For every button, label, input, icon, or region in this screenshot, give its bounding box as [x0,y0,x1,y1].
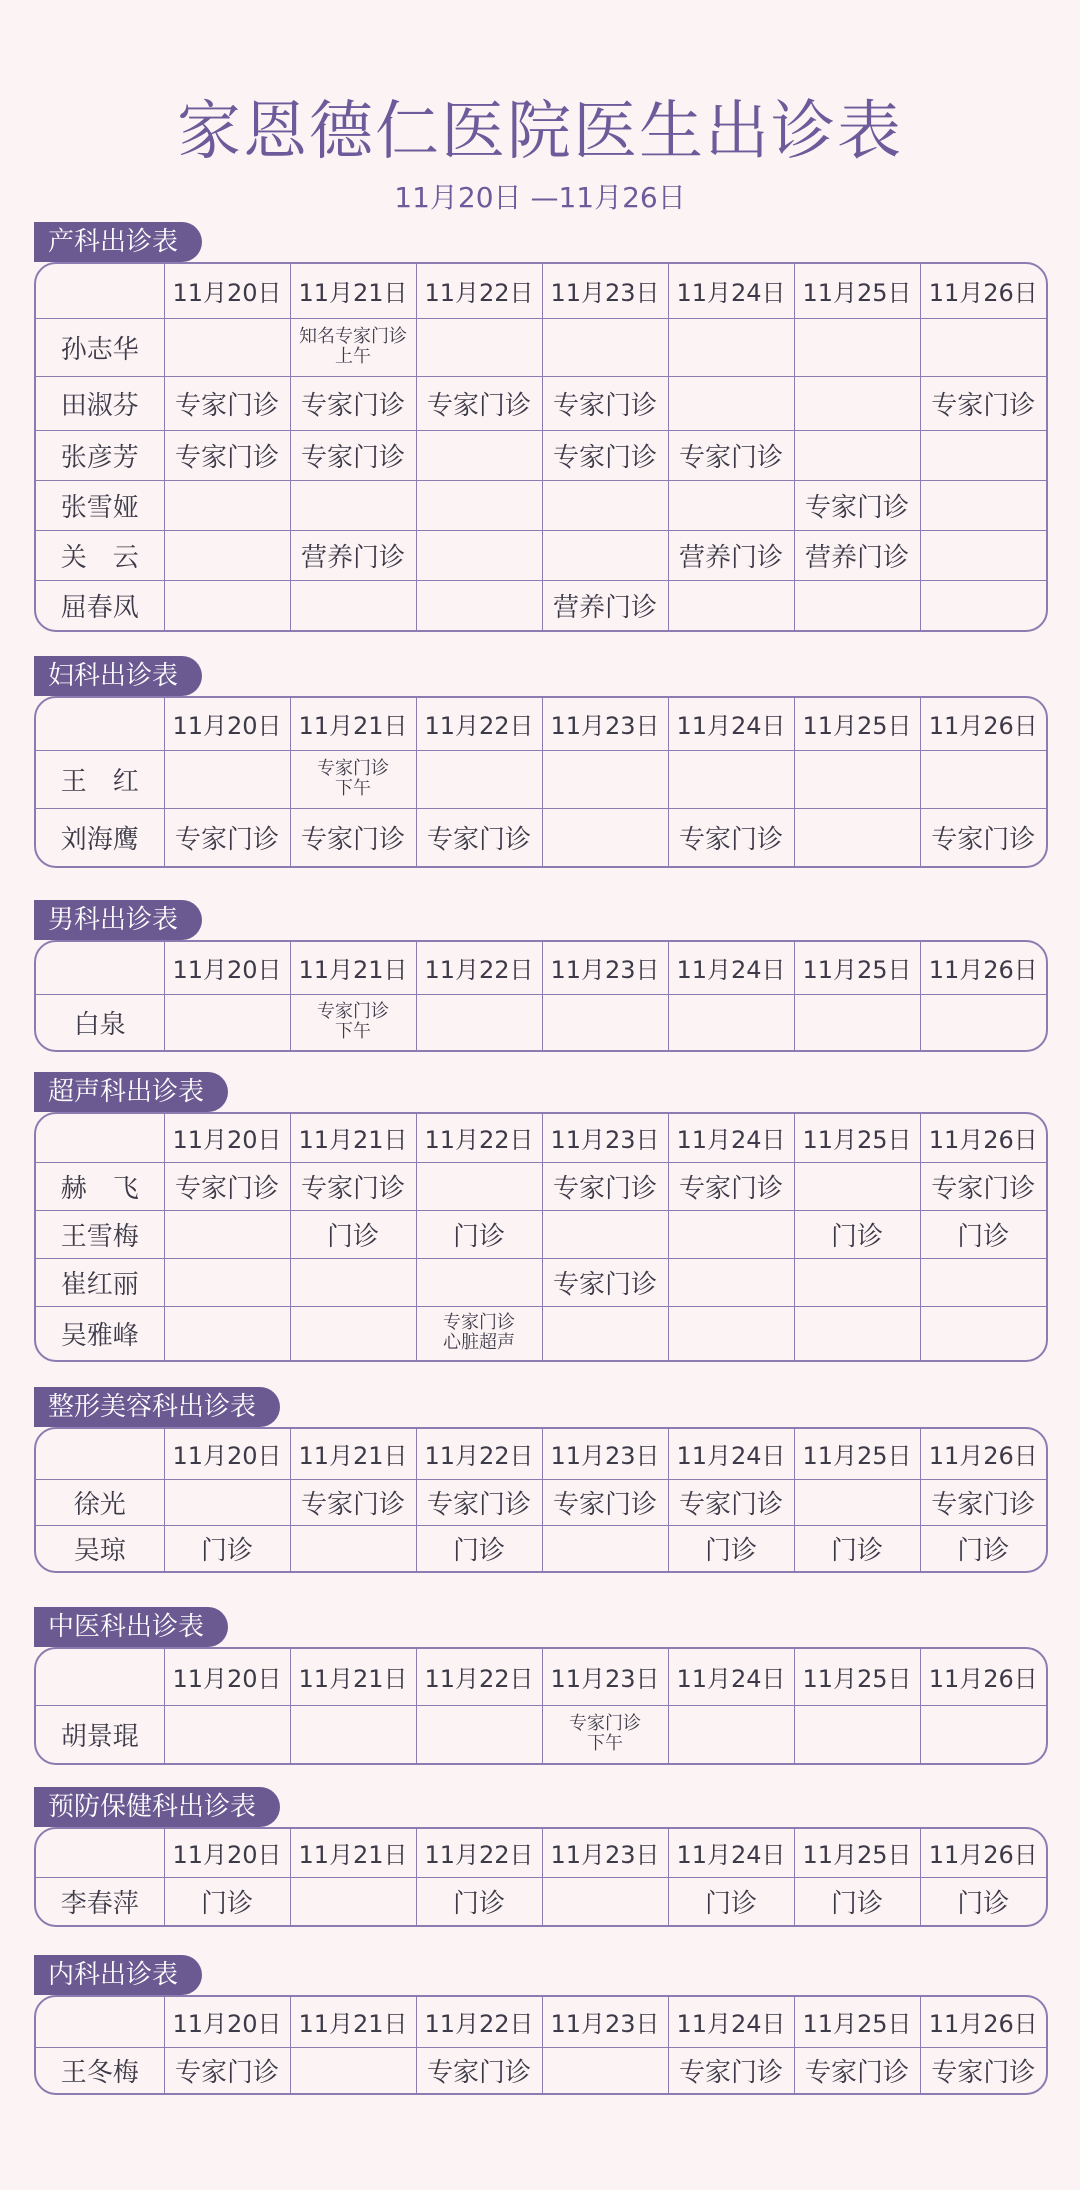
doctor-name: 屈春凤 [36,580,164,630]
date-header: 11月23日 [542,1829,668,1877]
schedule-cell [542,480,668,530]
corner-cell [36,1649,164,1705]
schedule-table [34,1827,1048,1927]
date-header: 11月21日 [290,1429,416,1479]
schedule-cell [542,1210,668,1258]
section-label: 超声科出诊表 [34,1072,228,1112]
date-header: 11月21日 [290,1997,416,2047]
table-row [36,808,1046,866]
table-row [36,318,1046,376]
schedule-table [34,1427,1048,1573]
schedule-cell: 营养门诊 [794,530,920,580]
table-row [36,2047,1046,2093]
schedule-cell: 专家门诊 [164,808,290,866]
date-header: 11月20日 [164,698,290,750]
date-header: 11月21日 [290,1114,416,1162]
schedule-cell [290,2047,416,2093]
schedule-cell [794,1479,920,1525]
section-label: 中医科出诊表 [34,1607,228,1647]
date-header: 11月25日 [794,1997,920,2047]
header-row [36,942,1046,994]
date-header: 11月20日 [164,1114,290,1162]
schedule-cell [668,1258,794,1306]
date-header: 11月25日 [794,698,920,750]
schedule-cell [542,2047,668,2093]
schedule-cell: 专家门诊 [164,430,290,480]
schedule-cell: 专家门诊 [668,2047,794,2093]
schedule-cell: 专家门诊 [290,808,416,866]
schedule-cell: 专家门诊 [668,1479,794,1525]
schedule-cell [794,994,920,1050]
schedule-cell [290,1877,416,1925]
schedule-cell [542,1525,668,1571]
doctor-name: 吴雅峰 [36,1306,164,1360]
schedule-cell: 专家门诊 心脏超声 [416,1306,542,1360]
date-header: 11月24日 [668,698,794,750]
date-header: 11月21日 [290,942,416,994]
schedule-cell [920,530,1046,580]
schedule-cell: 专家门诊 [794,2047,920,2093]
schedule-cell: 专家门诊 [542,1479,668,1525]
schedule-cell: 门诊 [416,1877,542,1925]
schedule-cell: 营养门诊 [668,530,794,580]
corner-cell [36,1997,164,2047]
schedule-cell [794,580,920,630]
doctor-name: 胡景琨 [36,1705,164,1763]
schedule-cell [668,318,794,376]
schedule-cell [416,430,542,480]
schedule-cell [794,1306,920,1360]
date-header: 11月25日 [794,1649,920,1705]
schedule-cell [416,994,542,1050]
date-header: 11月23日 [542,698,668,750]
header-row [36,698,1046,750]
corner-cell [36,1114,164,1162]
schedule-cell [416,1162,542,1210]
schedule-cell [794,750,920,808]
schedule-table [34,1112,1048,1362]
doctor-name: 王雪梅 [36,1210,164,1258]
table-row [36,750,1046,808]
doctor-name: 李春萍 [36,1877,164,1925]
schedule-cell [920,318,1046,376]
date-header: 11月22日 [416,1997,542,2047]
schedule-cell [668,1705,794,1763]
schedule-cell [164,1306,290,1360]
schedule-cell [920,480,1046,530]
schedule-cell [164,1479,290,1525]
schedule-cell: 专家门诊 下午 [542,1705,668,1763]
schedule-cell [290,580,416,630]
schedule-cell [416,580,542,630]
schedule-table [34,262,1048,632]
date-header: 11月24日 [668,1429,794,1479]
doctor-name: 白泉 [36,994,164,1050]
schedule-table [34,696,1048,868]
date-header: 11月26日 [920,942,1046,994]
schedule-cell: 门诊 [794,1210,920,1258]
date-header: 11月26日 [920,1997,1046,2047]
schedule-cell [290,1306,416,1360]
date-header: 11月22日 [416,698,542,750]
table-row [36,1525,1046,1571]
table-row [36,1877,1046,1925]
date-header: 11月25日 [794,1429,920,1479]
schedule-cell: 门诊 [920,1210,1046,1258]
table-row [36,1258,1046,1306]
schedule-cell: 专家门诊 下午 [290,994,416,1050]
section-label: 预防保健科出诊表 [34,1787,280,1827]
corner-cell [36,1829,164,1877]
schedule-cell [164,1258,290,1306]
schedule-cell: 专家门诊 [542,430,668,480]
date-header: 11月25日 [794,942,920,994]
schedule-cell [668,480,794,530]
doctor-name: 吴琼 [36,1525,164,1571]
schedule-cell [164,1210,290,1258]
schedule-cell: 门诊 [957,1535,1010,1566]
schedule-cell: 专家门诊 [931,824,1036,855]
schedule-cell: 门诊 [164,1525,290,1571]
schedule-cell: 专家门诊 [164,1162,290,1210]
doctor-name: 关 云 [36,530,164,580]
schedule-cell [794,376,920,430]
doctor-name: 田淑芬 [36,376,164,430]
schedule-cell: 专家门诊 [416,376,542,430]
schedule-cell [920,1306,1046,1360]
section-label: 整形美容科出诊表 [34,1387,280,1427]
schedule-cell [290,1525,416,1571]
schedule-cell: 门诊 [164,1877,290,1925]
doctor-name: 张雪娅 [36,480,164,530]
schedule-cell [794,1258,920,1306]
date-header: 11月21日 [290,1829,416,1877]
schedule-cell [164,530,290,580]
date-header: 11月22日 [416,1429,542,1479]
date-header: 11月25日 [794,1114,920,1162]
schedule-cell: 专家门诊 [290,376,416,430]
date-header: 11月22日 [416,1829,542,1877]
schedule-cell [668,1306,794,1360]
date-header: 11月20日 [164,264,290,318]
schedule-cell [542,318,668,376]
date-header: 11月21日 [290,264,416,318]
schedule-cell: 门诊 [668,1525,794,1571]
header-row [36,1114,1046,1162]
doctor-name: 徐光 [36,1479,164,1525]
schedule-cell [542,750,668,808]
date-header: 11月20日 [164,1649,290,1705]
schedule-cell: 专家门诊 [416,1479,542,1525]
schedule-cell: 专家门诊 [920,376,1046,430]
schedule-cell [416,1705,542,1763]
schedule-cell: 专家门诊 下午 [290,750,416,808]
date-header: 11月26日 [920,264,1046,318]
date-header: 11月23日 [542,942,668,994]
schedule-cell [794,430,920,480]
page-title: 家恩德仁医院医生出诊表 [177,95,903,169]
schedule-cell: 专家门诊 [290,1162,416,1210]
schedule-cell: 门诊 [668,1877,794,1925]
schedule-cell [668,994,794,1050]
schedule-cell [668,1210,794,1258]
section-label: 男科出诊表 [34,900,202,940]
date-header: 11月23日 [542,264,668,318]
header-row [36,1649,1046,1705]
schedule-cell [794,1162,920,1210]
table-row [36,376,1046,430]
date-header: 11月21日 [290,1649,416,1705]
schedule-cell: 专家门诊 [931,2057,1036,2088]
schedule-cell [794,318,920,376]
schedule-cell: 营养门诊 [542,580,668,630]
schedule-cell [290,1258,416,1306]
section-label: 产科出诊表 [34,222,202,262]
date-header: 11月26日 [920,1649,1046,1705]
table-row [36,1210,1046,1258]
schedule-cell [542,1306,668,1360]
schedule-cell [920,750,1046,808]
schedule-cell [542,994,668,1050]
date-header: 11月26日 [920,1114,1046,1162]
schedule-cell: 门诊 [794,1525,920,1571]
schedule-cell [668,750,794,808]
corner-cell [36,1429,164,1479]
date-header: 11月24日 [668,264,794,318]
table-row [36,580,1046,630]
table-row [36,1306,1046,1360]
schedule-cell: 专家门诊 [416,808,542,866]
date-header: 11月22日 [416,1114,542,1162]
schedule-cell: 知名专家门诊 上午 [290,318,416,376]
schedule-cell: 门诊 [290,1210,416,1258]
header-row [36,1997,1046,2047]
date-header: 11月20日 [164,942,290,994]
schedule-cell: 专家门诊 [290,1479,416,1525]
section-label: 妇科出诊表 [34,656,202,696]
schedule-cell: 门诊 [794,1877,920,1925]
date-header: 11月25日 [794,264,920,318]
date-header: 11月24日 [668,1829,794,1877]
date-header: 11月21日 [290,698,416,750]
date-header: 11月20日 [164,1997,290,2047]
schedule-cell [794,808,920,866]
date-header: 11月24日 [668,1649,794,1705]
schedule-table [34,940,1048,1052]
schedule-cell [416,530,542,580]
doctor-name: 崔红丽 [36,1258,164,1306]
doctor-name: 王冬梅 [36,2047,164,2093]
schedule-cell [542,530,668,580]
schedule-cell [164,318,290,376]
schedule-cell [164,580,290,630]
header-row [36,264,1046,318]
corner-cell [36,264,164,318]
schedule-table [34,1647,1048,1765]
schedule-cell [668,376,794,430]
schedule-cell [164,994,290,1050]
schedule-cell: 专家门诊 [290,430,416,480]
schedule-cell [920,430,1046,480]
schedule-cell [668,580,794,630]
date-header: 11月26日 [920,1829,1046,1877]
table-row [36,1705,1046,1763]
doctor-name: 孙志华 [36,318,164,376]
date-header: 11月24日 [668,942,794,994]
date-header: 11月23日 [542,1429,668,1479]
schedule-cell [290,480,416,530]
corner-cell [36,942,164,994]
table-row [36,1162,1046,1210]
date-header: 11月23日 [542,1114,668,1162]
schedule-cell [542,1877,668,1925]
schedule-cell [542,808,668,866]
schedule-cell [920,1258,1046,1306]
date-header: 11月22日 [416,1649,542,1705]
table-row [36,430,1046,480]
date-header: 11月23日 [542,1649,668,1705]
schedule-cell [416,480,542,530]
header-row [36,1429,1046,1479]
schedule-cell [164,1705,290,1763]
doctor-name: 张彦芳 [36,430,164,480]
table-row [36,480,1046,530]
schedule-cell [416,318,542,376]
date-header: 11月25日 [794,1829,920,1877]
schedule-cell: 门诊 [416,1210,542,1258]
date-header: 11月22日 [416,942,542,994]
schedule-cell: 专家门诊 [164,2047,290,2093]
schedule-cell: 门诊 [416,1525,542,1571]
schedule-cell [920,1705,1046,1763]
section-label: 内科出诊表 [34,1955,202,1995]
date-header: 11月24日 [668,1997,794,2047]
schedule-cell: 营养门诊 [290,530,416,580]
schedule-cell [416,1258,542,1306]
table-row [36,994,1046,1050]
date-header: 11月20日 [164,1429,290,1479]
date-range: 11月20日 —11月26日 [394,181,686,214]
date-header: 11月23日 [542,1997,668,2047]
schedule-cell: 专家门诊 [416,2047,542,2093]
doctor-name: 王 红 [36,750,164,808]
schedule-cell [920,580,1046,630]
date-header: 11月24日 [668,1114,794,1162]
date-header: 11月22日 [416,264,542,318]
date-header: 11月26日 [920,698,1046,750]
schedule-cell: 专家门诊 [542,376,668,430]
header-row [36,1829,1046,1877]
table-row [36,530,1046,580]
schedule-cell [164,480,290,530]
corner-cell [36,698,164,750]
schedule-cell: 专家门诊 [542,1258,668,1306]
schedule-cell: 专家门诊 [920,1479,1046,1525]
doctor-name: 刘海鹰 [36,808,164,866]
schedule-cell [920,994,1046,1050]
schedule-cell: 专家门诊 [164,376,290,430]
date-header: 11月20日 [164,1829,290,1877]
schedule-cell: 专家门诊 [668,430,794,480]
schedule-cell: 专家门诊 [542,1162,668,1210]
schedule-cell [164,750,290,808]
doctor-name: 赫 飞 [36,1162,164,1210]
schedule-cell: 门诊 [957,1888,1010,1919]
schedule-cell: 专家门诊 [668,808,794,866]
date-header: 11月26日 [920,1429,1046,1479]
schedule-cell [794,1705,920,1763]
schedule-cell [416,750,542,808]
table-row [36,1479,1046,1525]
schedule-cell: 专家门诊 [668,1162,794,1210]
schedule-cell: 专家门诊 [794,480,920,530]
schedule-cell [290,1705,416,1763]
schedule-table [34,1995,1048,2095]
schedule-cell: 专家门诊 [920,1162,1046,1210]
